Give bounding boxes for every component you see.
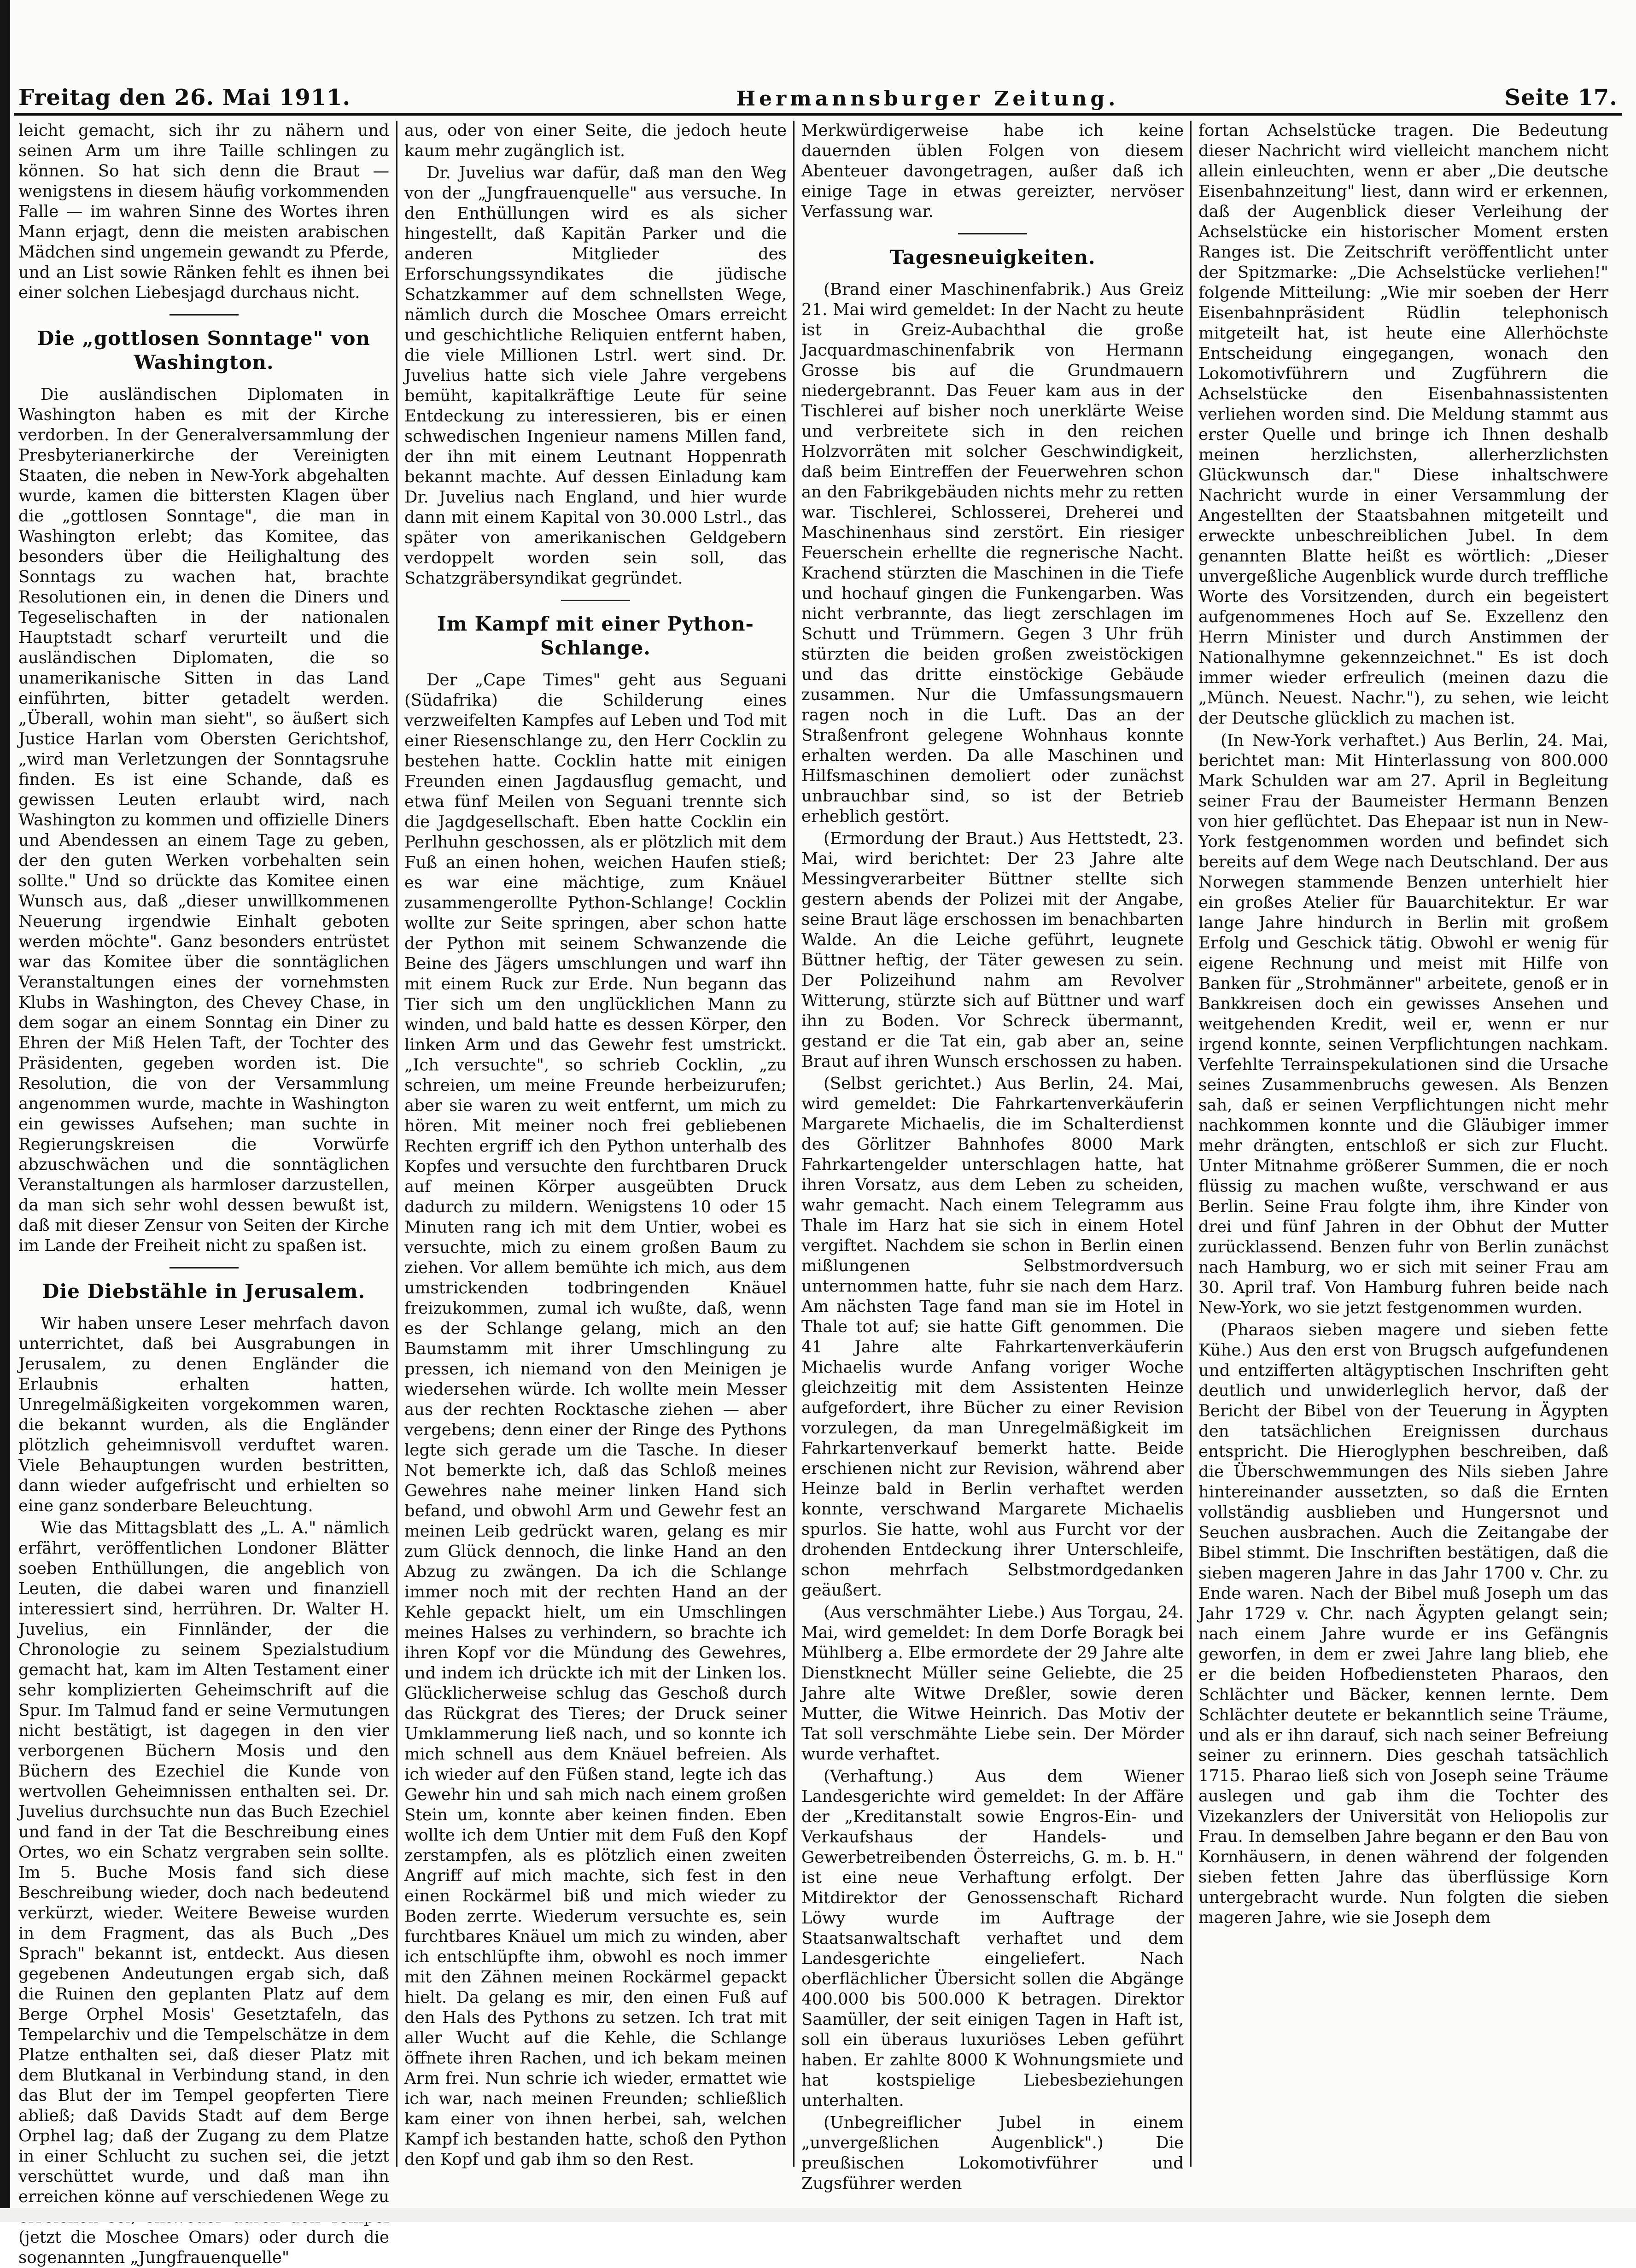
article-separator: [561, 600, 630, 601]
headline-gottlose-sonntage: Die „gottlosen Sonntage" von Washington.: [37, 327, 371, 374]
headline-diebstaehle-jerusalem: Die Diebstähle in Jerusalem.: [42, 1280, 366, 1303]
news-item-jubel: (Unbegreiflicher Jubel in einem „unvergeßlichen Augenblick".) Die preußischen Lokomotivführer und Zugsführer werden: [801, 2113, 1184, 2193]
masthead: [18, 69, 1618, 111]
article-separator: [169, 1267, 239, 1268]
paragraph: Wir haben unsere Leser mehrfach davon unterrichtet, daß bei Ausgrabungen in Jerusalem, zu denen Engländer die Erlaubnis erhalten hatten, Unregelmäßigkeiten vorgekommen waren, die bekannt wurden, als die Engländer plötzlich geheimnisvoll verduftet waren. Viele Behauptungen wurden bestritten, dann wieder aufgefrischt und erhielten so eine ganz sonderbare Beleuchtung.: [18, 1314, 389, 1515]
article-separator: [169, 314, 239, 316]
paragraph: aus, oder von einer Seite, die jedoch heute kaum mehr zugänglich ist.: [404, 121, 787, 160]
headline-python-schlange: Im Kampf mit einer Python-Schlange.: [437, 613, 754, 659]
issue-date: Freitag den 26. Mai 1911.: [18, 85, 351, 111]
paragraph: Die ausländischen Diplomaten in Washington haben es mit der Kirche verdorben. In der Generalversammlung der Presbyterianerkirche der Vereinigten Staaten, die neben in New-York abgehalten wurde, kamen die bittersten Klagen über die „gottlosen Sonntage", die man in Washington erlebt; das Komitee, das besonders über die Heilighaltung des Sonntags zu wachen hat, brachte Resolutionen ein, in denen die Diners und Tegeselischaften in der nationalen Hauptstadt scharf verurteilt und die ausländischen Diplomaten, die so unamerikanische Sitten in das Land einführten, bitter getadelt werden. „Überall, wohin man sieht", so äußert sich Justice Harlan vom Obersten Gerichtshof, „wird man Verletzungen der Sonntagsruhe finden. Es ist eine Schande, daß es gewissen Leuten erlaubt wird, nach Washington zu kommen und offizielle Diners und Abendessen an einem Tage zu geben, der den guten Werken vorbehalten sein sollte." Und so drückte das Komitee einen Wunsch aus, daß „dieser unwillkommenen Neuerung irgendwie Einhalt geboten werden möchte". Ganz besonders entrüstet war das Komitee über die sonntäglichen Veranstaltungen eines der vornehmsten Klubs in Washington, des Chevey Chase, in dem sogar an einem Sonntag ein Diner zu Ehren der Miß Helen Taft, der Tochter des Präsidenten, gegeben worden ist. Die Resolution, die von der Versammlung angenommen wurde, machte in Washington ein gewisses Aufsehen; man suchte in Regierungskreisen die Vorwürfe abzuschwächen und die sonntäglichen Veranstaltungen als harmloser darzustellen, da man sich sehr wohl dessen bewußt ist, daß mit dieser Zensur von Seiten der Kirche im Lande der Freiheit nicht zu spaßen ist.: [18, 385, 389, 1255]
column-4: [1198, 121, 1608, 2194]
paragraph: fortan Achselstücke tragen. Die Bedeutung dieser Nachricht wird vielleicht manchem nicht allein einleuchten, wenn er aber „Die deutsche Eisenbahnzeitung" liest, dann wird er erkennen, daß der Augenblick dieser Verleihung der Achselstücke ein historischer Moment ersten Ranges ist. Die Zeitschrift veröffentlicht unter der Spitzmarke: „Die Achselstücke verliehen!" folgende Mitteilung: „Wie mir soeben der Herr Eisenbahnpräsident Rüdlin telephonisch mitgeteilt hat, ist heute eine Allerhöchste Entscheidung eingegangen, wonach den Lokomotivführern und Zugführern die Achselstücke den Eisenbahnassistenten verliehen worden sind. Die Meldung stammt aus erster Quelle und bringe ich Ihnen deshalb meinen herzlichsten, allerherzlichsten Glückwunsch dar." Diese inhaltschwere Nachricht wurde in einer Versammlung der Angestellten der Staatsbahnen mitgeteilt und erweckte unbeschreiblichen Jubel. In dem genannten Blatte heißt es wörtlich: „Dieser unvergeßliche Augenblick wurde durch treffliche Worte des Vorsitzenden, durch ein begeistert aufgenommenes Hoch auf Se. Exzellenz den Herrn Minister und durch Anstimmen der Nationalhymne gekennzeichnet." Es ist doch immer wieder erfreulich (meinen dazu die „Münch. Neuest. Nachr."), zu sehen, wie leicht der Deutsche glücklich zu machen ist.: [1198, 121, 1608, 728]
column-3: [801, 121, 1184, 2194]
column-rule: [793, 121, 795, 2167]
paragraph: Merkwürdigerweise habe ich keine dauernden üblen Folgen von diesem Abenteuer davongetragen, außer daß ich einige Tage in etwas gereizter, nervöser Verfassung war.: [801, 121, 1184, 221]
paragraph: Wie das Mittagsblatt des „L. A." nämlich erfährt, veröffentlichen Londoner Blätter soeben Enthüllungen, die angeblich von Leuten, die dabei waren und finanziell interessiert sind, herrühren. Dr. Walter H. Juvelius, ein Finnländer, der die Chronologie zu seinem Spezialstudium gemacht hat, kam im Alten Testament einer sehr komplizierten Geheimschrift auf die Spur. Im Talmud fand er seine Vermutungen nicht bestätigt, ist dagegen in den vier verborgenen Büchern Mosis und den Büchern des Ezechiel die Kunde von wertvollen Geheimnissen enthalten sei. Dr. Juvelius durchsuchte nun das Buch Ezechiel und fand in der Tat die Beschreibung eines Ortes, wo ein Schatz vergraben sein sollte. Im 5. Buche Mosis fand sich diese Beschreibung wieder, doch nach bedeutend verkürzt, wieder. Weitere Beweise wurden in dem Fragment, das als Buch „Des Sprach" bekannt ist, entdeckt. Aus diesen gegebenen Andeutungen ergab sich, daß die Ruinen den geplanten Platz auf dem Berge Orphel Mosis' Gesetztafeln, das Tempelarchiv und die Tempelschätze in dem Platze enthalten sei, daß dieser Platz mit dem Blutkanal in Verbindung stand, in den das Blut der im Tempel geopferten Tiere abließ; daß Davids Stadt auf dem Berge Orphel lag; daß der Zugang zu dem Platze in einer Schlucht zu suchen sei, die jetzt verschüttet wurde, und daß man ihn erreichen könne auf verschiedenen Wege zu (jetzt die Moschee Omars) oder durch die sogenannten „Jungfrauenquelle": [18, 1519, 389, 2267]
paragraph: Der „Cape Times" geht aus Seguani (Südafrika) die Schilderung eines verzweifelten Kampfes auf Leben und Tod mit einer Riesenschlange zu, den Herr Cocklin zu bestehen hatte. Cocklin hatte mit einigen Freunden einen Jagdausflug gemacht, und etwa fünf Meilen von Seguani trennte sich die Jagdgesellschaft. Eben hatte Cocklin ein Perlhuhn geschossen, als er plötzlich mit dem Fuß an einen hohen, weichen Haufen stieß; es war eine mächtige, zum Knäuel zusammengerollte Python-Schlange! Cocklin wollte zur Seite springen, aber schon hatte der Python mit seinem Schwanzende die Beine des Jägers umschlungen und warf ihn mit einem Ruck zur Erde. Nun begann das Tier sich um den unglücklichen Mann zu winden, und bald hatte es dessen Körper, den linken Arm und das Gewehr fest umstrickt. „Ich versuchte", so schrieb Cocklin, „zu schreien, um meine Freunde herbeizurufen; aber sie waren zu weit entfernt, um mich zu hören. Mit meiner noch frei gebliebenen Rechten ergriff ich den Python unterhalb des Kopfes und versuchte den furchtbaren Druck auf meinen Körper ausgeübten Druck dadurch zu mildern. Wenigstens 10 oder 15 Minuten rang ich mit dem Untier, wobei es versuchte, mich zu einem großen Baum zu ziehen. Vor allem bemühte ich mich, aus dem umstrickenden todbringenden Knäuel freizukommen, zumal ich wußte, daß, wenn es der Schlange gelang, mich an den Baumstamm mit ihrer Umschlingung zu pressen, ich niemand von den Meinigen je wiedersehen würde. Ich wollte mein Messer aus der rechten Rocktasche ziehen — aber vergebens; denn einer der Ringe des Pythons legte sich gerade um die Tasche. In dieser Not bemerkte ich, daß das Schloß meines Gewehres nahe meiner linken Hand sich befand, und obwohl Arm und Gewehr fest an meinen Leib gedrückt waren, gelang es mir zum Glück dennoch, die linke Hand an den Abzug zu zwängen. Da ich die Schlange immer noch mit der rechten Hand an der Kehle gepackt hielt, um ein Umschlingen meines Halses zu verhindern, so brachte ich ihren Kopf vor die Mündung des Gewehres, und indem ich drückte ich mit der Linken los. Glücklicherweise schlug das Geschoß durch das Rückgrat des Tieres; der Druck seiner Umklammerung ließ nach, und so konnte ich mich schnell aus dem Knäuel befreien. Als ich wieder auf den Füßen stand, legte ich das Gewehr hin und sah mich nach einem großen Stein um, konnte aber keinen finden. Eben wollte ich dem Untier mit dem Fuß den Kopf zerstampfen, als es plötzlich einen zweiten Angriff auf mich machte, sich fest in den einen Rockärmel biß und mich wieder zu Boden zerrte. Wiederum versuchte es, sein furchtbares Knäuel um mich zu winden, aber ich entschlüpfte ihm, obwohl es noch immer mit den Zähnen meinen Rockärmel gepackt hielt. Da gelang es mir, den einen Fuß auf den Hals des Pythons zu setzen. Ich trat mit aller Wucht auf die Kehle, die Schlange öffnete ihren Rachen, und ich bekam meinen Arm frei. Nun schrie ich wieder, ermattet wie ich war, nach meinen Freunden; schließlich kam einer von ihnen herbei, sah, welchen Kampf ich bestanden hatte, schoß den Python den Kopf und gab ihm so den Rest.: [404, 671, 787, 2169]
column-2: [404, 121, 787, 2194]
news-item-brand: (Brand einer Maschinenfabrik.) Aus Greiz 21. Mai wird gemeldet: In der Nacht zu heute ist in Greiz-Aubachthal die große Jacquardmaschinenfabrik von Hermann Grosse bis auf die Grundmauern niedergebrannt. Das Feuer kam aus in der Tischlerei auf bisher noch unerklärte Weise und verbreitete sich in den reichen Holzvorräten mit solcher Geschwindigkeit, daß beim Eintreffen der Feuerwehren schon an den Fabrikgebäuden nichts mehr zu retten war. Tischlerei, Schlosserei, Dreherei und Maschinenhaus sind zerstört. Ein riesiger Feuerschein erhellte die regnerische Nacht. Krachend stürzten die Maschinen in die Tiefe und hochauf gingen die Funkengarben. Was nicht verbrannte, das liegt zerschlagen im Schutt und Trümmern. Gegen 3 Uhr früh stürzten die beiden großen zweistöckigen und das dritte einstöckige Gebäude zusammen. Nur die Umfassungsmauern ragen noch in die Luft. Das an der Straßenfront gelegene Wohnhaus konnte erhalten werden. Da alle Maschinen und Hilfsmaschinen demoliert oder zunächst unbrauchbar sind, so ist der Betrieb erheblich gestört.: [801, 280, 1184, 826]
article-separator: [958, 233, 1027, 234]
news-item-pharaos-kuehe: (Pharaos sieben magere und sieben fette Kühe.) Aus den erst von Brugsch aufgefundenen und entzifferten altägyptischen Inschriften geht deutlich und unwiderleglich hervor, daß der Bericht der Bibel von der Teuerung in Ägypten den tatsächlichen Ereignissen durchaus entspricht. Die Hieroglyphen beschreiben, daß die Überschwemmungen des Nils sieben Jahre hintereinander aussetzten, so daß die Ernten vollständig ausblieben und Hungersnot und Seuchen ausbrachen. Auch die Zeitangabe der Bibel stimmt. Die Inschriften bestätigen, daß die sieben mageren Jahre in das Jahr 1700 v. Chr. zu Ende waren. Nach der Bibel muß Joseph um das Jahr 1729 v. Chr. nach Ägypten gelangt sein; nach einem Jahre wurde er ins Gefängnis geworfen, in dem er zwei Jahre lang blieb, ehe er die beiden Hofbediensteten Pharaos, den Schlächter und Bäcker, kennen lernte. Dem Schlächter deutete er bekanntlich seine Träume, und als er ihn darauf, sich nach seiner Befreiung seiner zu erinnern. Dies geschah tatsächlich 1715. Pharao ließ sich von Joseph seine Träume auslegen und gab ihm die Tochter des Vizekanzlers der Universität von Heliopolis zur Frau. In demselben Jahre begann er den Bau von Kornhäusern, in denen während der folgenden sieben fetten Jahre das überflüssige Korn untergebracht wurde. Nun folgten die sieben mageren Jahre, wie sie Joseph dem: [1198, 1321, 1608, 1927]
news-item-verschmaehte-liebe: (Aus verschmähter Liebe.) Aus Torgau, 24. Mai, wird gemeldet: In dem Dorfe Boragk bei Mühlberg a. Elbe ermordete der 29 Jahre alte Dienstknecht Müller seine Geliebte, die 25 Jahre alte Witwe Dreßler, sowie deren Mutter, die Witwe Heinrich. Das Motiv der Tat soll verschmähte Liebe sein. Der Mörder wurde verhaftet.: [801, 1603, 1184, 1764]
column-rule: [396, 121, 397, 2167]
column-1: [18, 121, 389, 2267]
paragraph: Dr. Juvelius war dafür, daß man den Weg von der „Jungfrauenquelle" aus versuche. In den Enthüllungen wird es als sicher hingestellt, daß Kapitän Parker und die anderen Mitglieder des Erforschungssyndikates die jüdische Schatzkammer auf dem schnellsten Wege, nämlich durch die Moschee Omars erreicht und geschichtliche Reliquien entfernt haben, die viele Millionen Lstrl. wert sind. Dr. Juvelius hatte sich viele Jahre vergebens bemüht, kapitalkräftige Leute für seine Entdeckung zu interessieren, bis er einen schwedischen Ingenieur namens Millen fand, der ihn mit einem Leutnant Hoppenrath bekannt machte. Auf dessen Einladung kam Dr. Juvelius nach England, und hier wurde dann mit einem Kapital von 30.000 Lstrl., das später von amerikanischen Geldgebern verdoppelt worden sein soll, das Schatzgräbersyndikat gegründet.: [404, 164, 787, 588]
paragraph: leicht gemacht, sich ihr zu nähern und seinen Arm um ihre Taille schlingen zu können. So hat sich denn die Braut — wenigstens in diesem häufig vorkommenden Falle — im wahren Sinne des Wortes ihren Mann erjagt, denn die meisten arabischen Mädchen sind ungemein gewandt zu Pferde, und an List sowie Ränken fehlt es ihnen bei einer solchen Liebesjagd durchaus nicht.: [18, 121, 389, 302]
news-item-verhaftung: (Verhaftung.) Aus dem Wiener Landesgerichte wird gemeldet: In der Affäre der „Kreditanstalt sowie Engros-Ein- und Verkaufshaus der Handels- und Gewerbetreibenden Österreichs, G. m. b. H." ist eine neue Verhaftung erfolgt. Der Mitdirektor der Genossenschaft Richard Löwy wurde im Auftrage der Staatsanwaltschaft verhaftet und dem Landesgerichte eingeliefert. Nach oberflächlicher Übersicht sollen die Abgänge 400.000 bis 500.000 K betragen. Direktor Saamüller, der seit einigen Tagen in Haft ist, soll ein überaus luxuriöses Leben geführt haben. Er zahlte 8000 K Wohnungsmiete und hat kostspielige Liebesbeziehungen unterhalten.: [801, 1767, 1184, 2110]
column-rule: [1190, 121, 1192, 2167]
scan-bottom-margin: [0, 2208, 1636, 2222]
header-rule: [14, 113, 1622, 116]
scan-edge: [0, 0, 10, 2222]
news-item-new-york: (In New-York verhaftet.) Aus Berlin, 24. Mai, berichtet man: Mit Hinterlassung von 800.000 Mark Schulden war am 27. April in Begleitung seiner Frau der Baumeister Hermann Benzen von hier geflüchtet. Das Ehepaar ist nun in New-York festgenommen worden und befindet sich bereits auf dem Wege nach Deutschland. Der aus Norwegen stammende Benzen unterhielt hier ein großes Atelier für Bauarchitektur. Er war lange Jahre hindurch in Berlin mit großem Erfolg und Geschick tätig. Obwohl er wenig für eigene Rechnung und meist mit Hilfe von Banken für „Strohmänner" arbeitete, genoß er in Bankkreisen doch ein gewisses Ansehen und weitgehenden Kredit, weil er, wenn er nur irgend konnte, seinen Verpflichtungen nachkam. Verfehlte Terrainspekulationen sind die Ursache seines Zusammenbruchs gewesen. Als Benzen sah, daß er seinen Verpflichtungen nicht mehr nachkommen konnte und die Gläubiger immer mehr drängten, entschloß er sich zur Flucht. Unter Mitnahme größerer Summen, die er noch flüssig zu machen wußte, verschwand er aus Berlin. Seine Frau folgte ihm, ihre Kinder von drei und fünf Jahren in der Obhut der Mutter zurücklassend. Benzen fuhr von Berlin zunächst nach Hamburg, wo er sich mit seiner Frau am 30. April traf. Von Hamburg fuhren beide nach New-York, wo sie jetzt festgenommen wurden.: [1198, 731, 1608, 1317]
page-number: Seite 17.: [1504, 85, 1618, 111]
news-item-selbst-gerichtet: (Selbst gerichtet.) Aus Berlin, 24. Mai, wird gemeldet: Die Fahrkartenverkäuferin Margarete Michaelis, die im Schalterdienst des Görlitzer Bahnhofes 8000 Mark Fahrkartengelder unterschlagen hatte, hat ihren Vorsatz, aus dem Leben zu scheiden, wahr gemacht. Nach einem Telegramm aus Thale im Harz hat sie sich in einem Hotel vergiftet. Nachdem sie schon in Berlin einen mißlungenen Selbstmordversuch unternommen hatte, fuhr sie nach dem Harz. Am nächsten Tage fand man sie im Hotel in Thale tot auf; sie hatte Gift genommen. Die 41 Jahre alte Fahrkartenverkäuferin Michaelis wurde Anfang voriger Woche gleichzeitig mit dem Assistenten Heinze aufgefordert, ihre Bücher zu einer Revision vorzulegen, da man Unregelmäßigkeit im Fahrkartenverkauf bemerkt hatte. Beide erschienen nicht zur Revision, während aber Heinze bald in Berlin verhaftet werden konnte, verschwand Margarete Michaelis spurlos. Sie hatte, wohl aus Furcht vor der drohenden Entdeckung ihrer Unterschleife, schon mehrfach Selbstmordgedanken geäußert.: [801, 1074, 1184, 1600]
newspaper-title: Hermannsburger Zeitung.: [736, 87, 1119, 111]
news-item-ermordung: (Ermordung der Braut.) Aus Hettstedt, 23. Mai, wird berichtet: Der 23 Jahre alte Messingverarbeiter Büttner stellte sich gestern abends der Polizei mit der Angabe, seine Braut läge erschossen im benachbarten Walde. An die Leiche geführt, leugnete Büttner heftig, der Täter gewesen zu sein. Der Polizeihund nahm am Revolver Witterung, stürzte sich auf Büttner und warf ihn zu Boden. Vor Schreck übermannt, gestand er die Tat ein, gab aber an, seine Braut auf ihren Wunsch erschossen zu haben.: [801, 829, 1184, 1071]
headline-tagesneuigkeiten: Tagesneuigkeiten.: [889, 246, 1096, 269]
